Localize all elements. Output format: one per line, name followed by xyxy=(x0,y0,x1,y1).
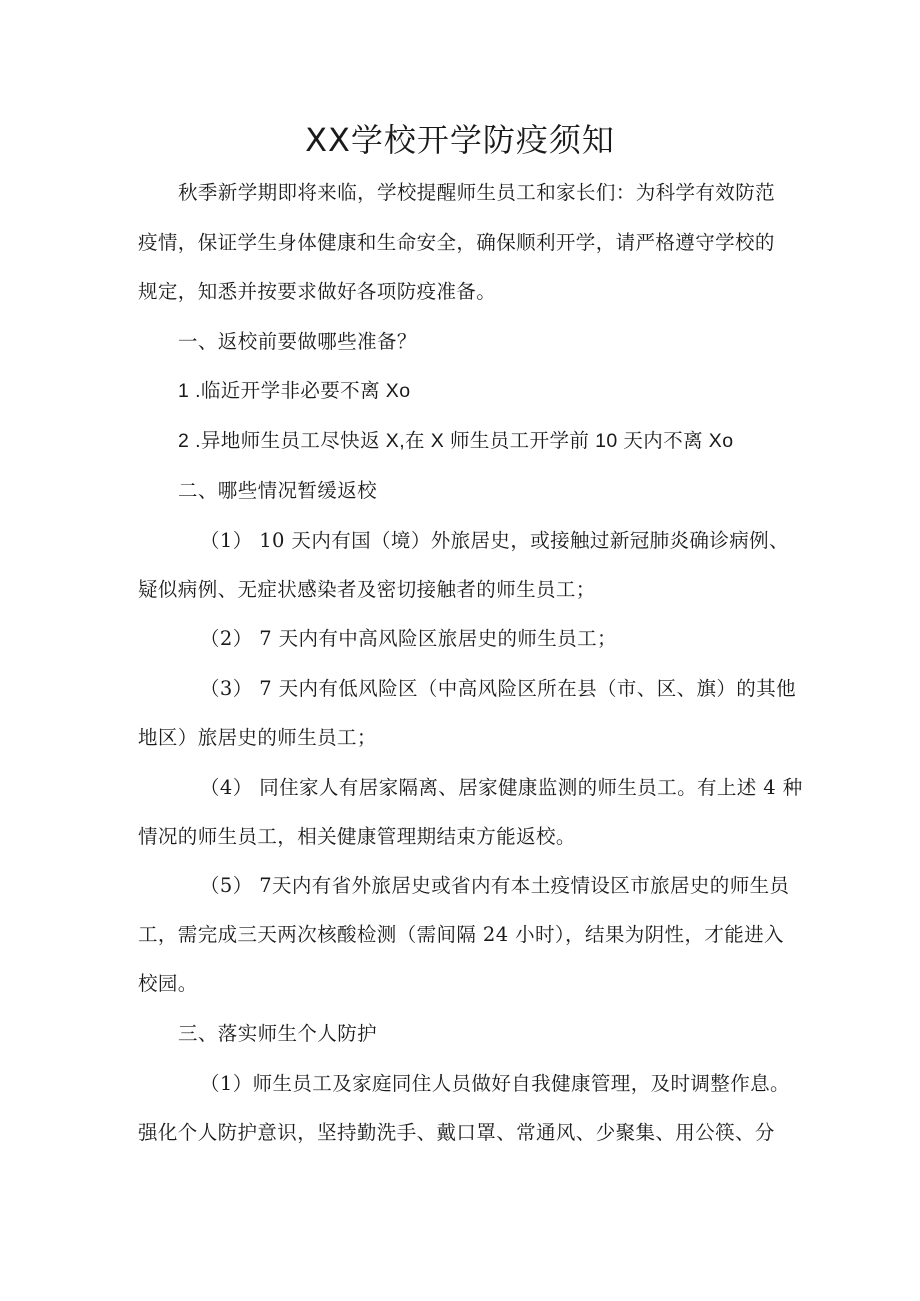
section-2-item-1-line-1: （1） 10 天内有国（境）外旅居史，或接触过新冠肺炎确诊病例、 xyxy=(200,529,789,552)
section-1-item-2: 2 .异地师生员工尽快返 X,在 X 师生员工开学前 10 天内不离 Xo xyxy=(178,430,734,452)
section-2-item-3-line-1: （3） 7 天内有低风险区（中高风险区所在县（市、区、旗）的其他 xyxy=(200,677,797,700)
section-2-item-4-line-2: 情况的师生员工，相关健康管理期结束方能返校。 xyxy=(138,825,576,848)
section-heading-3: 三、落实师生个人防护 xyxy=(178,1022,378,1045)
intro-line-2: 疫情，保证学生身体健康和生命安全，确保顺利开学，请严格遵守学校的 xyxy=(138,231,775,254)
section-heading-1: 一、返校前要做哪些准备？ xyxy=(178,330,417,353)
section-3-item-1-line-1: （1）师生员工及家庭同住人员做好自我健康管理，及时调整作息。 xyxy=(200,1072,790,1095)
section-2-item-5-line-3: 校园。 xyxy=(138,972,198,995)
intro-line-1: 秋季新学期即将来临，学校提醒师生员工和家长们：为科学有效防范 xyxy=(178,181,776,204)
section-3-item-1-line-2: 强化个人防护意识，坚持勤洗手、戴口罩、常通风、少聚集、用公筷、分 xyxy=(138,1121,775,1144)
section-2-item-5-line-1: （5） 7天内有省外旅居史或省内有本土疫情设区市旅居史的师生员 xyxy=(200,874,790,897)
section-2-item-5-line-2: 工，需完成三天两次核酸检测（需间隔 24 小时），结果为阴性，才能进入 xyxy=(138,923,784,946)
intro-line-3: 规定，知悉并按要求做好各项防疫准备。 xyxy=(138,280,497,303)
section-2-item-1-line-2: 疑似病例、无症状感染者及密切接触者的师生员工； xyxy=(138,578,596,601)
section-2-item-2: （2） 7 天内有中高风险区旅居史的师生员工； xyxy=(200,627,617,650)
section-1-item-1: 1 .临近开学非必要不离 Xo xyxy=(178,380,411,402)
section-heading-2: 二、哪些情况暂缓返校 xyxy=(178,479,378,502)
document-title: XX学校开学防疫须知 xyxy=(305,121,615,159)
section-2-item-3-line-2: 地区）旅居史的师生员工； xyxy=(138,726,377,749)
section-2-item-4-line-1: （4） 同住家人有居家隔离、居家健康监测的师生员工。有上述 4 种 xyxy=(200,776,803,799)
